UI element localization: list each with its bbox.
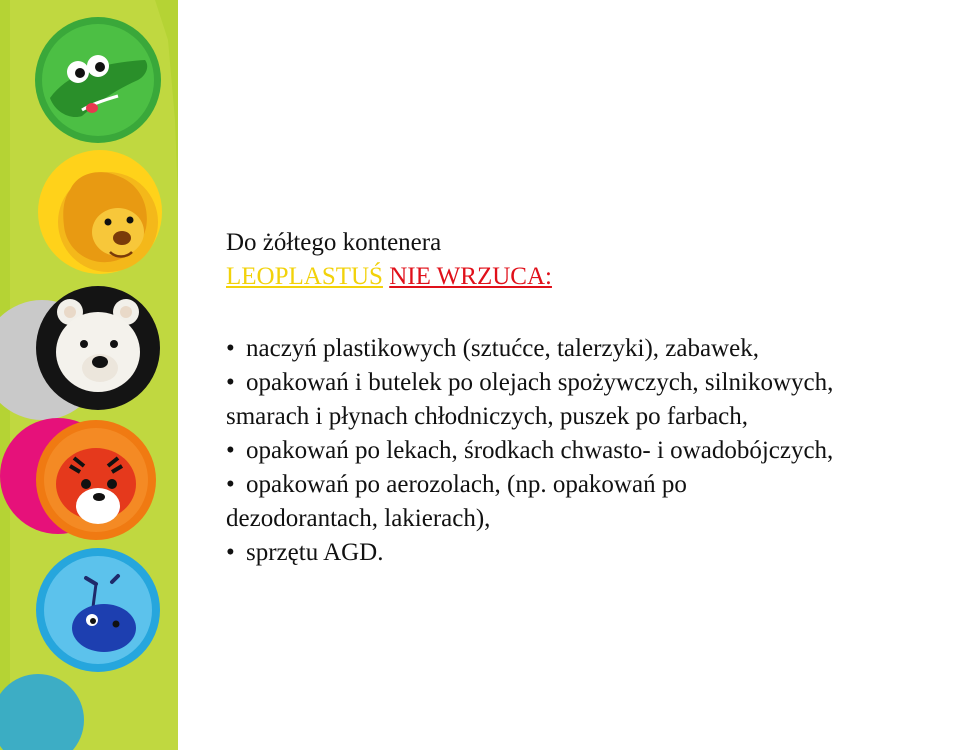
animal-medallions-strip <box>0 0 200 750</box>
list-item <box>226 366 946 400</box>
bullet-glyph: • <box>226 369 235 396</box>
items-list <box>226 332 946 570</box>
crocodile-icon <box>35 17 161 143</box>
list-item <box>226 332 946 366</box>
slide-heading: Do żółtego kontenera <box>226 229 442 256</box>
bullet-glyph: • <box>226 335 235 362</box>
list-item <box>226 536 946 570</box>
list-item-text: dezodorantach, lakierach), <box>226 505 491 532</box>
slide-subheading <box>226 260 946 294</box>
slide-content <box>226 226 946 570</box>
brand-name: LEOPLASTUŚ <box>226 263 383 290</box>
list-item-text: smarach i płynach chłodniczych, puszek po farbach, <box>226 403 749 430</box>
bullet-glyph: • <box>226 539 235 566</box>
list-item-text: naczyń plastikowych (sztućce, talerzyki), zabawek, <box>246 335 759 362</box>
list-item-continuation <box>226 400 946 434</box>
bug-icon <box>36 548 160 672</box>
tiger-icon <box>0 418 156 540</box>
list-item <box>226 468 946 502</box>
list-item-text: sprzętu AGD. <box>246 539 384 566</box>
list-item-text: opakowań po lekach, środkach chwasto- i owadobójczych, <box>246 437 834 464</box>
bullet-glyph: • <box>226 471 235 498</box>
bullet-glyph: • <box>226 437 235 464</box>
list-item-text: opakowań i butelek po olejach spożywczych, silnikowych, <box>246 369 834 396</box>
list-item-text: opakowań po aerozolach, (np. opakowań po <box>246 471 687 498</box>
warning-colon: : <box>545 263 552 290</box>
warning-text: NIE WRZUCA <box>389 263 545 290</box>
list-item <box>226 434 946 468</box>
list-item-continuation <box>226 502 946 536</box>
lion-icon <box>38 150 162 274</box>
